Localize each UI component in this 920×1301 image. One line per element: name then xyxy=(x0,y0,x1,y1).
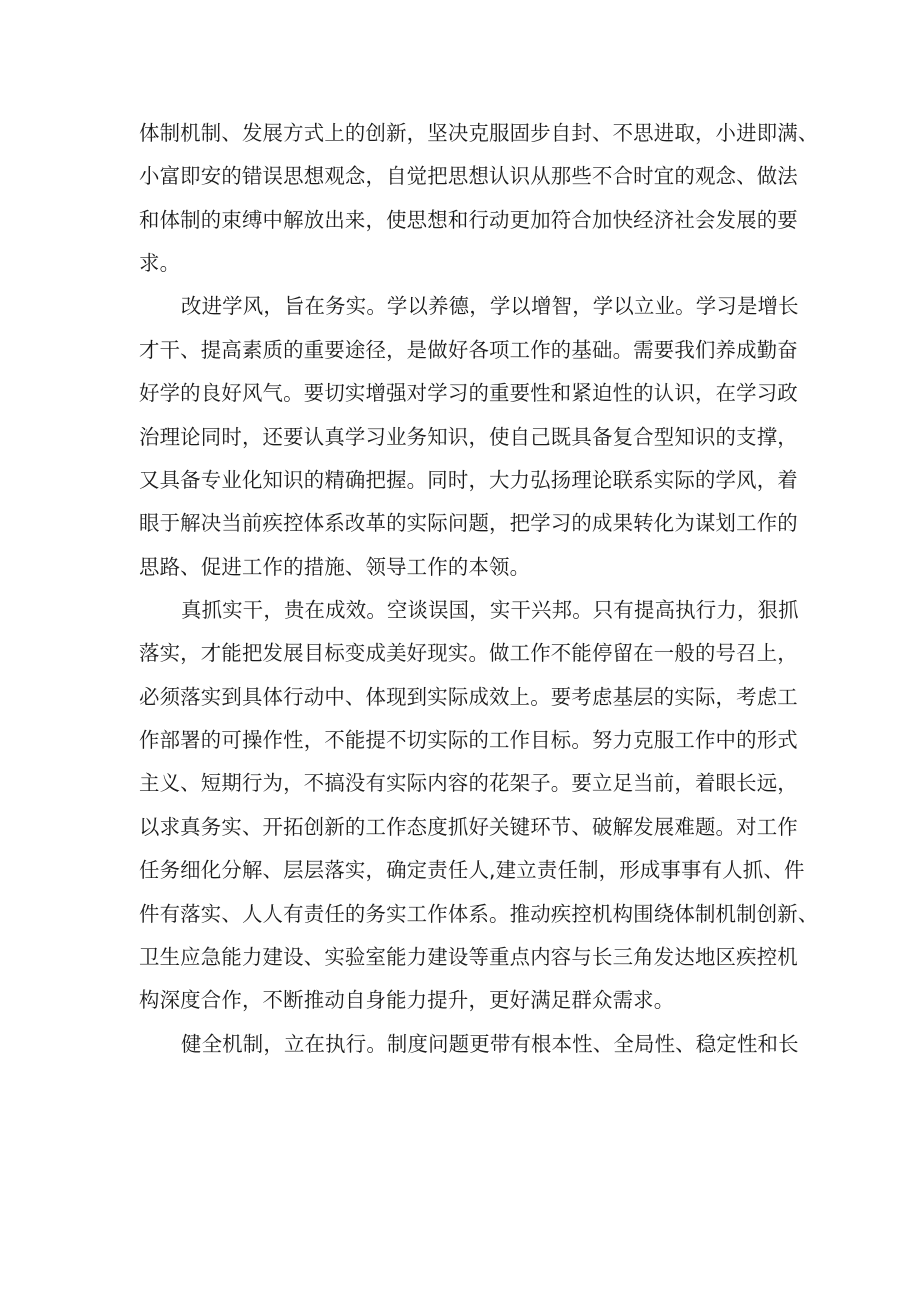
text-line: 思路、促进工作的措施、领导工作的本领。 xyxy=(139,555,531,579)
text-line: 才干、提高素质的重要途径，是做好各项工作的基础。需要我们养成勤奋 xyxy=(139,338,798,362)
text-line: 主义、短期行为，不搞没有实际内容的花架子。要立足当前，着眼长远， xyxy=(139,771,798,795)
text-line: 必须落实到具体行动中、体现到实际成效上。要考虑基层的实际，考虑工 xyxy=(139,685,798,709)
text-line: 又具备专业化知识的精确把握。同时，大力弘扬理论联系实际的学风，着 xyxy=(139,468,798,492)
text-line: 好学的良好风气。要切实增强对学习的重要性和紧迫性的认识，在学习政 xyxy=(139,381,798,405)
text-line: 和体制的束缚中解放出来，使思想和行动更加符合加快经济社会发展的要 xyxy=(139,208,798,232)
text-line: 落实，才能把发展目标变成美好现实。做工作不能停留在一般的号召上， xyxy=(139,641,798,665)
text-line: 作部署的可操作性，不能提不切实际的工作目标。努力克服工作中的形式 xyxy=(139,728,798,752)
text-line: 小富即安的错误思想观念，自觉把思想认识从那些不合时宜的观念、做法 xyxy=(139,164,798,188)
text-line: 任务细化分解、层层落实，确定责任人,建立责任制，形成事事有人抓、件 xyxy=(139,858,805,882)
paragraph-first-line: 改进学风，旨在务实。学以养德，学以增智，学以立业。学习是增长 xyxy=(181,294,799,318)
text-line: 求。 xyxy=(139,251,181,275)
text-line: 眼于解决当前疾控体系改革的实际问题，把学习的成果转化为谋划工作的 xyxy=(139,511,798,535)
text-line: 件有落实、人人有责任的务实工作体系。推动疾控机构围绕体制机制创新、 xyxy=(139,902,819,926)
text-line: 构深度合作，不断推动自身能力提升，更好满足群众需求。 xyxy=(139,988,675,1012)
paragraph-first-line: 真抓实干，贵在成效。空谈误国，实干兴邦。只有提高执行力，狠抓 xyxy=(181,598,799,622)
text-line: 体制机制、发展方式上的创新，坚决克服固步自封、不思进取，小进即满、 xyxy=(139,121,819,145)
text-line: 卫生应急能力建设、实验室能力建设等重点内容与长三角发达地区疾控机 xyxy=(139,945,798,969)
text-line: 以求真务实、开拓创新的工作态度抓好关键环节、破解发展难题。对工作 xyxy=(139,815,798,839)
text-line: 治理论同时，还要认真学习业务知识，使自己既具备复合型知识的支撑， xyxy=(139,425,798,449)
paragraph-first-line: 健全机制，立在执行。制度问题更带有根本性、全局性、稳定性和长 xyxy=(181,1032,799,1056)
